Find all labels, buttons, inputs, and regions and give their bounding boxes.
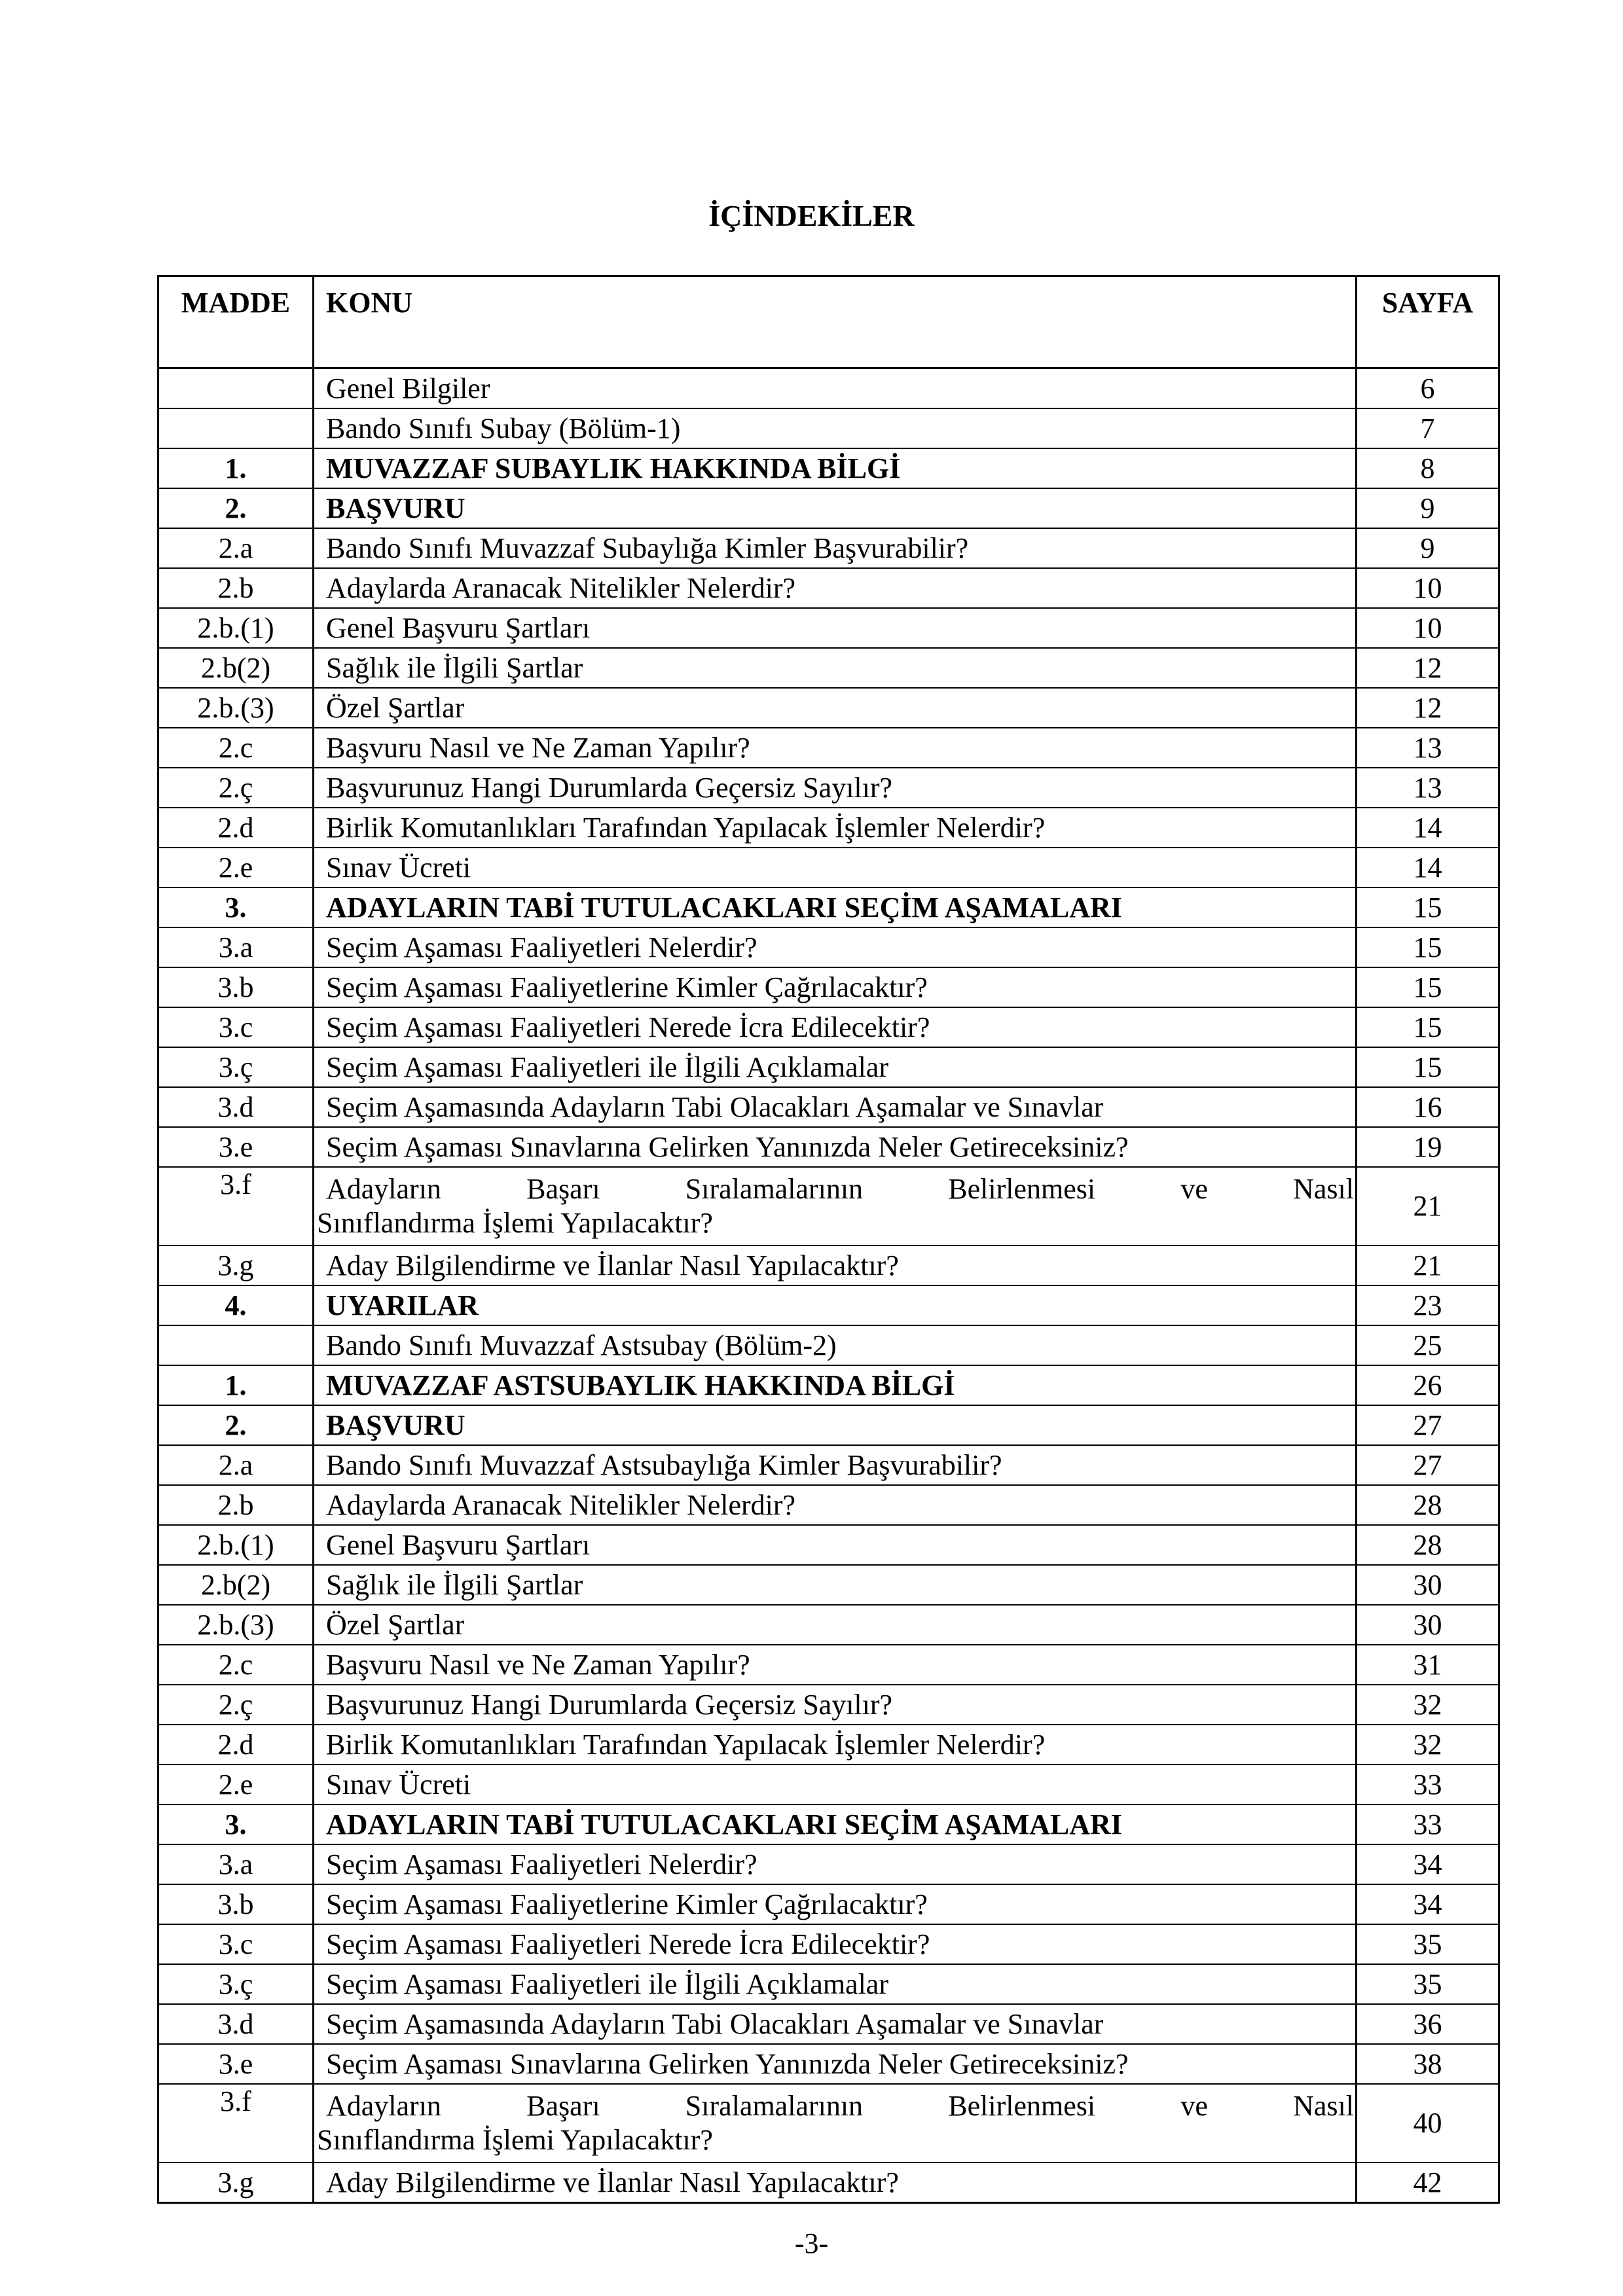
table-row: [158, 1246, 1499, 1285]
row-sayfa: 34: [1357, 1884, 1499, 1924]
table-row: [158, 1884, 1499, 1924]
table-row: [158, 967, 1499, 1007]
row-sayfa: 8: [1357, 448, 1499, 488]
table-row: [158, 448, 1499, 488]
row-madde: 2.c: [158, 1645, 314, 1685]
row-konu: Özel Şartlar: [314, 1605, 1357, 1645]
row-konu: Seçim Aşaması Faaliyetleri ile İlgili Açıklamalar: [314, 1964, 1357, 2004]
row-konu: Birlik Komutanlıkları Tarafından Yapılacak İşlemler Nelerdir?: [314, 1725, 1357, 1765]
table-row: [158, 1485, 1499, 1525]
row-madde: 3.g: [158, 2162, 314, 2203]
row-sayfa: 14: [1357, 808, 1499, 848]
row-konu: Başvurunuz Hangi Durumlarda Geçersiz Sayılır?: [314, 768, 1357, 808]
row-sayfa: 32: [1357, 1725, 1499, 1765]
table-row: [158, 1167, 1499, 1246]
row-madde: 4.: [158, 1285, 314, 1325]
row-konu: Başvuru Nasıl ve Ne Zaman Yapılır?: [314, 1645, 1357, 1685]
row-konu: Bando Sınıfı Muvazzaf Astsubaylığa Kimler Başvurabilir?: [314, 1445, 1357, 1485]
table-row: [158, 1565, 1499, 1605]
row-konu: ADAYLARIN TABİ TUTULACAKLARI SEÇİM AŞAMALARI: [314, 1804, 1357, 1844]
row-konu: ADAYLARIN TABİ TUTULACAKLARI SEÇİM AŞAMALARI: [314, 888, 1357, 927]
row-sayfa: 26: [1357, 1365, 1499, 1405]
table-row: [158, 568, 1499, 608]
row-konu: Seçim Aşaması Faaliyetleri Nelerdir?: [314, 1844, 1357, 1884]
row-sayfa: 15: [1357, 1007, 1499, 1047]
row-konu-line-2: Sınıflandırma İşlemi Yapılacaktır?: [317, 2124, 713, 2156]
row-konu: Bando Sınıfı Muvazzaf Subaylığa Kimler Başvurabilir?: [314, 528, 1357, 568]
row-sayfa: 9: [1357, 528, 1499, 568]
row-madde: 2.a: [158, 1445, 314, 1485]
row-konu: Seçim Aşaması Faaliyetleri ile İlgili Açıklamalar: [314, 1047, 1357, 1087]
row-sayfa: 28: [1357, 1485, 1499, 1525]
row-konu: Bando Sınıfı Subay (Bölüm-1): [314, 408, 1357, 448]
table-row: [158, 1365, 1499, 1405]
row-konu: Adaylarda Aranacak Nitelikler Nelerdir?: [314, 1485, 1357, 1525]
row-konu: Genel Bilgiler: [314, 368, 1357, 409]
table-row: [158, 1445, 1499, 1485]
row-sayfa: 21: [1357, 1167, 1499, 1246]
table-row: [158, 808, 1499, 848]
row-madde: 1.: [158, 1365, 314, 1405]
table-row: [158, 1725, 1499, 1765]
row-madde: 3.b: [158, 967, 314, 1007]
table-row: [158, 768, 1499, 808]
table-row: [158, 1007, 1499, 1047]
row-madde: 2.: [158, 1405, 314, 1445]
row-madde: 2.e: [158, 1765, 314, 1804]
column-header-madde: MADDE: [158, 276, 314, 368]
table-row: [158, 888, 1499, 927]
column-header-konu: KONU: [314, 276, 1357, 368]
row-sayfa: 31: [1357, 1645, 1499, 1685]
table-row: [158, 1047, 1499, 1087]
row-konu: Seçim Aşamasında Adayların Tabi Olacakları Aşamalar ve Sınavlar: [314, 1087, 1357, 1127]
row-sayfa: 12: [1357, 648, 1499, 688]
row-madde: 2.c: [158, 728, 314, 768]
row-madde: 2.d: [158, 1725, 314, 1765]
table-row: [158, 1525, 1499, 1565]
table-row: [158, 848, 1499, 888]
row-madde: 2.b(2): [158, 648, 314, 688]
row-konu: Seçim Aşaması Sınavlarına Gelirken Yanınızda Neler Getireceksiniz?: [314, 1127, 1357, 1167]
row-madde: 2.ç: [158, 768, 314, 808]
row-sayfa: 13: [1357, 768, 1499, 808]
table-row: [158, 1964, 1499, 2004]
row-sayfa: 28: [1357, 1525, 1499, 1565]
row-madde: 2.b: [158, 1485, 314, 1525]
row-madde: 3.b: [158, 1884, 314, 1924]
row-madde: 3.e: [158, 1127, 314, 1167]
document-title: İÇİNDEKİLER: [708, 199, 915, 232]
row-sayfa: 27: [1357, 1445, 1499, 1485]
row-konu-line-2: Sınıflandırma İşlemi Yapılacaktır?: [317, 1207, 713, 1239]
row-konu-line-1: Adayların Başarı Sıralamalarının Belirlenmesi ve Nasıl: [326, 1173, 1354, 1205]
table-row: [158, 408, 1499, 448]
row-konu: Seçim Aşaması Faaliyetleri Nerede İcra Edilecektir?: [314, 1007, 1357, 1047]
table-row: [158, 927, 1499, 967]
row-madde: 2.e: [158, 848, 314, 888]
row-sayfa: 34: [1357, 1844, 1499, 1884]
row-konu: Seçim Aşaması Faaliyetleri Nerede İcra Edilecektir?: [314, 1924, 1357, 1964]
row-konu-line-1: Adayların Başarı Sıralamalarının Belirlenmesi ve Nasıl: [326, 2090, 1354, 2122]
table-row: [158, 368, 1499, 409]
table-header-row: [158, 276, 1499, 368]
row-madde: 3.c: [158, 1007, 314, 1047]
row-sayfa: 15: [1357, 967, 1499, 1007]
row-konu: Seçim Aşaması Faaliyetlerine Kimler Çağrılacaktır?: [314, 967, 1357, 1007]
row-sayfa: 21: [1357, 1246, 1499, 1285]
row-konu: Sınav Ücreti: [314, 848, 1357, 888]
row-sayfa: 30: [1357, 1565, 1499, 1605]
row-madde: 2.b.(3): [158, 1605, 314, 1645]
row-konu: [314, 2084, 1357, 2162]
row-madde: 3.a: [158, 1844, 314, 1884]
row-madde: [158, 408, 314, 448]
row-konu: Birlik Komutanlıkları Tarafından Yapılacak İşlemler Nelerdir?: [314, 808, 1357, 848]
row-sayfa: 33: [1357, 1765, 1499, 1804]
row-madde: 2.b: [158, 568, 314, 608]
table-row: [158, 1645, 1499, 1685]
row-madde: 2.: [158, 488, 314, 528]
row-konu: Seçim Aşaması Faaliyetlerine Kimler Çağrılacaktır?: [314, 1884, 1357, 1924]
row-konu: Bando Sınıfı Muvazzaf Astsubay (Bölüm-2): [314, 1325, 1357, 1365]
row-madde: 3.f: [158, 1167, 314, 1246]
row-sayfa: 15: [1357, 888, 1499, 927]
row-sayfa: 33: [1357, 1804, 1499, 1844]
row-madde: 3.ç: [158, 1047, 314, 1087]
table-row: [158, 2044, 1499, 2084]
table-row: [158, 1844, 1499, 1884]
row-sayfa: 12: [1357, 688, 1499, 728]
row-konu: Özel Şartlar: [314, 688, 1357, 728]
row-madde: 2.ç: [158, 1685, 314, 1725]
row-sayfa: 35: [1357, 1924, 1499, 1964]
row-konu: Aday Bilgilendirme ve İlanlar Nasıl Yapılacaktır?: [314, 1246, 1357, 1285]
table-row: [158, 1087, 1499, 1127]
row-sayfa: 9: [1357, 488, 1499, 528]
page-number: -3-: [794, 2227, 829, 2259]
table-row: [158, 2162, 1499, 2203]
table-row: [158, 1685, 1499, 1725]
row-sayfa: 40: [1357, 2084, 1499, 2162]
row-sayfa: 10: [1357, 568, 1499, 608]
row-sayfa: 13: [1357, 728, 1499, 768]
row-konu: [314, 1167, 1357, 1246]
row-konu: Sınav Ücreti: [314, 1765, 1357, 1804]
row-madde: 3.e: [158, 2044, 314, 2084]
row-konu: Aday Bilgilendirme ve İlanlar Nasıl Yapılacaktır?: [314, 2162, 1357, 2203]
table-of-contents: [157, 275, 1500, 2204]
row-sayfa: 15: [1357, 1047, 1499, 1087]
row-konu: Seçim Aşaması Faaliyetleri Nelerdir?: [314, 927, 1357, 967]
row-madde: 2.b.(1): [158, 608, 314, 648]
row-sayfa: 42: [1357, 2162, 1499, 2203]
table-body: [158, 368, 1499, 2203]
row-konu: UYARILAR: [314, 1285, 1357, 1325]
row-konu: MUVAZZAF SUBAYLIK HAKKINDA BİLGİ: [314, 448, 1357, 488]
row-konu: BAŞVURU: [314, 1405, 1357, 1445]
row-sayfa: 23: [1357, 1285, 1499, 1325]
row-sayfa: 16: [1357, 1087, 1499, 1127]
row-madde: 3.: [158, 1804, 314, 1844]
row-madde: [158, 368, 314, 409]
row-madde: 3.f: [158, 2084, 314, 2162]
row-sayfa: 19: [1357, 1127, 1499, 1167]
row-madde: 2.a: [158, 528, 314, 568]
column-header-sayfa: SAYFA: [1357, 276, 1499, 368]
row-konu: Seçim Aşamasında Adayların Tabi Olacakları Aşamalar ve Sınavlar: [314, 2004, 1357, 2044]
row-konu: Adaylarda Aranacak Nitelikler Nelerdir?: [314, 568, 1357, 608]
table-row: [158, 528, 1499, 568]
row-konu: Seçim Aşaması Sınavlarına Gelirken Yanınızda Neler Getireceksiniz?: [314, 2044, 1357, 2084]
table-row: [158, 1405, 1499, 1445]
row-sayfa: 25: [1357, 1325, 1499, 1365]
row-konu: Genel Başvuru Şartları: [314, 1525, 1357, 1565]
row-madde: 3.: [158, 888, 314, 927]
row-madde: 2.b(2): [158, 1565, 314, 1605]
row-sayfa: 35: [1357, 1964, 1499, 2004]
row-konu: Genel Başvuru Şartları: [314, 608, 1357, 648]
row-konu: Sağlık ile İlgili Şartlar: [314, 1565, 1357, 1605]
row-sayfa: 30: [1357, 1605, 1499, 1645]
row-sayfa: 14: [1357, 848, 1499, 888]
table-row: [158, 1804, 1499, 1844]
row-sayfa: 10: [1357, 608, 1499, 648]
row-konu: Başvurunuz Hangi Durumlarda Geçersiz Sayılır?: [314, 1685, 1357, 1725]
row-sayfa: 15: [1357, 927, 1499, 967]
row-konu: BAŞVURU: [314, 488, 1357, 528]
table-row: [158, 1285, 1499, 1325]
table-row: [158, 728, 1499, 768]
table-row: [158, 648, 1499, 688]
table-row: [158, 488, 1499, 528]
row-sayfa: 36: [1357, 2004, 1499, 2044]
row-sayfa: 27: [1357, 1405, 1499, 1445]
table-row: [158, 2004, 1499, 2044]
row-madde: 3.d: [158, 2004, 314, 2044]
row-madde: 3.d: [158, 1087, 314, 1127]
row-madde: 3.c: [158, 1924, 314, 1964]
table-row: [158, 1127, 1499, 1167]
row-madde: 3.g: [158, 1246, 314, 1285]
row-sayfa: 38: [1357, 2044, 1499, 2084]
row-madde: 1.: [158, 448, 314, 488]
row-sayfa: 32: [1357, 1685, 1499, 1725]
table-row: [158, 1605, 1499, 1645]
table-row: [158, 2084, 1499, 2162]
table-row: [158, 1924, 1499, 1964]
row-madde: 3.a: [158, 927, 314, 967]
row-sayfa: 6: [1357, 368, 1499, 409]
row-konu: Başvuru Nasıl ve Ne Zaman Yapılır?: [314, 728, 1357, 768]
row-sayfa: 7: [1357, 408, 1499, 448]
table-row: [158, 1765, 1499, 1804]
row-madde: 2.d: [158, 808, 314, 848]
row-madde: 2.b.(1): [158, 1525, 314, 1565]
row-madde: 2.b.(3): [158, 688, 314, 728]
row-madde: [158, 1325, 314, 1365]
row-konu: MUVAZZAF ASTSUBAYLIK HAKKINDA BİLGİ: [314, 1365, 1357, 1405]
row-konu: Sağlık ile İlgili Şartlar: [314, 648, 1357, 688]
table-row: [158, 1325, 1499, 1365]
table-row: [158, 608, 1499, 648]
table-row: [158, 688, 1499, 728]
row-madde: 3.ç: [158, 1964, 314, 2004]
